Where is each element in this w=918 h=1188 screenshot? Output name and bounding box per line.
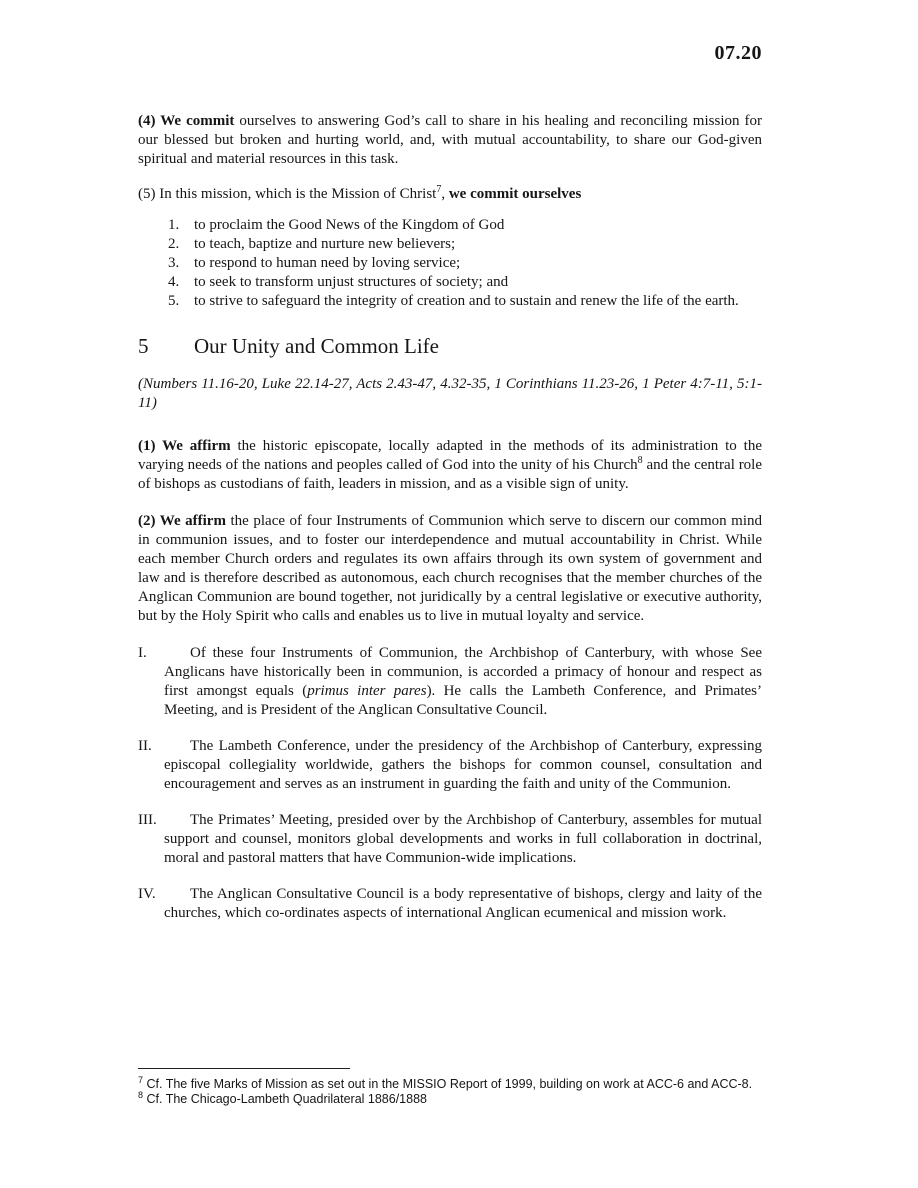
instruments-list: [138, 644, 762, 923]
list-item: [168, 216, 762, 235]
paragraph-text: and the central role of bishops as custodians of faith, leaders in mission, and as a visible sign of unity.: [138, 457, 763, 492]
paragraph-lead: (4) We commit: [138, 113, 235, 129]
list-number: 4.: [168, 274, 180, 290]
instrument-text: The Anglican Consultative Council is a body representative of bishops, clergy and laity of the churches, which co-ordinates aspects of international Anglican ecumenical and mission work.: [164, 886, 762, 921]
list-number: 5.: [168, 293, 180, 309]
paragraph-4: [138, 112, 762, 169]
paragraph-5: [138, 185, 762, 204]
instrument-item: [138, 885, 762, 923]
paragraph-lead: (2) We affirm: [138, 513, 226, 529]
scripture-references: (Numbers 11.16-20, Luke 22.14-27, Acts 2.43-47, 4.32-35, 1 Corinthians 11.23-26, 1 Peter 4:7-11, 5:1-11): [138, 376, 762, 411]
paragraph-text: the place of four Instruments of Communion which serve to discern our common mind in communion issues, and to foster our interdependence and mutual accountability in Christ. While each member Church orders and regulates its own affairs through its own system of government and law and is therefore described as autonomous, each church recognises that the member churches of the Anglican Communion are bound together, not juridically by a central legislative or executive authority, but by the Holy Spirit who calls and enables us to live in mutual loyalty and service.: [138, 513, 762, 624]
roman-numeral: I.: [138, 645, 147, 661]
footnote-number: 7: [138, 1074, 144, 1085]
footnote-7: [138, 1074, 762, 1092]
document-body: [138, 112, 762, 940]
paragraph-text: ourselves to answering God’s call to share in his healing and reconciling mission for our blessed but broken and hurting world, and, with mutual accountability, to share our God-given spiritual and material resources in this task.: [138, 113, 762, 167]
instrument-text: ). He calls the Lambeth Conference, and Primates’ Meeting, and is President of the Anglican Consultative Council.: [164, 683, 762, 718]
instrument-text: Of these four Instruments of Communion, the Archbishop of Canterbury, with whose See Anglicans have historically been in communion, is accorded a primacy of honour and respect as first amongst equals (: [164, 645, 762, 699]
instrument-item: [138, 737, 762, 794]
instrument-item: [138, 644, 762, 720]
affirmation-1: [138, 437, 762, 494]
list-number: 1.: [168, 217, 180, 233]
instrument-italic: primus inter pares: [307, 683, 427, 699]
punctuation: ,: [441, 186, 449, 202]
footnote-8: [138, 1089, 762, 1107]
paragraph-text: the historic episcopate, locally adapted in the methods of its administration to the varying needs of the nations and peoples called of God into the unity of his Church: [138, 438, 762, 473]
roman-numeral: II.: [138, 738, 152, 754]
section-number: 5: [138, 334, 149, 358]
roman-numeral: III.: [138, 812, 157, 828]
instrument-text: The Primates’ Meeting, presided over by the Archbishop of Canterbury, assembles for mutual support and counsel, monitors global developments and works in full collaboration in doctrinal, moral and pastoral matters that have Communion-wide implications.: [164, 812, 762, 866]
instrument-text: The Lambeth Conference, under the presidency of the Archbishop of Canterbury, expressing episcopal collegiality worldwide, gathers the bishops for common counsel, consultation and encouragement and serves as an instrument in guarding the faith and unity of the Communion.: [164, 738, 762, 792]
list-text: to seek to transform unjust structures of society; and: [194, 274, 509, 290]
instrument-item: [138, 811, 762, 868]
list-item: [168, 235, 762, 254]
paragraph-bold: we commit ourselves: [448, 186, 582, 202]
footnote-number: 8: [138, 1089, 144, 1100]
paragraph-lead: (1) We affirm: [138, 438, 231, 454]
list-number: 3.: [168, 255, 180, 271]
list-item: [168, 292, 762, 311]
footnote-text: Cf. The Chicago-Lambeth Quadrilateral 1886/1888: [143, 1092, 427, 1106]
list-item: [168, 254, 762, 273]
page-number: 07.20: [714, 42, 762, 64]
paragraph-text: (5) In this mission, which is the Mission of Christ: [138, 186, 437, 202]
roman-numeral: IV.: [138, 886, 156, 902]
footnote-ref[interactable]: 7: [436, 184, 442, 195]
footnote-text: Cf. The five Marks of Mission as set out in the MISSIO Report of 1999, building on work at ACC-6 and ACC-8.: [143, 1077, 753, 1091]
list-text: to teach, baptize and nurture new believers;: [194, 236, 456, 252]
footnotes: [138, 1068, 762, 1107]
section-heading: [138, 333, 762, 359]
list-text: to proclaim the Good News of the Kingdom of God: [194, 217, 505, 233]
list-number: 2.: [168, 236, 180, 252]
list-text: to strive to safeguard the integrity of creation and to sustain and renew the life of the earth.: [194, 293, 739, 309]
section-title: Our Unity and Common Life: [194, 334, 439, 358]
affirmation-2: [138, 512, 762, 626]
list-item: [168, 273, 762, 292]
mission-list: [138, 216, 762, 311]
list-text: to respond to human need by loving service;: [194, 255, 461, 271]
footnote-ref[interactable]: 8: [637, 455, 643, 466]
footnote-divider: [138, 1068, 350, 1069]
